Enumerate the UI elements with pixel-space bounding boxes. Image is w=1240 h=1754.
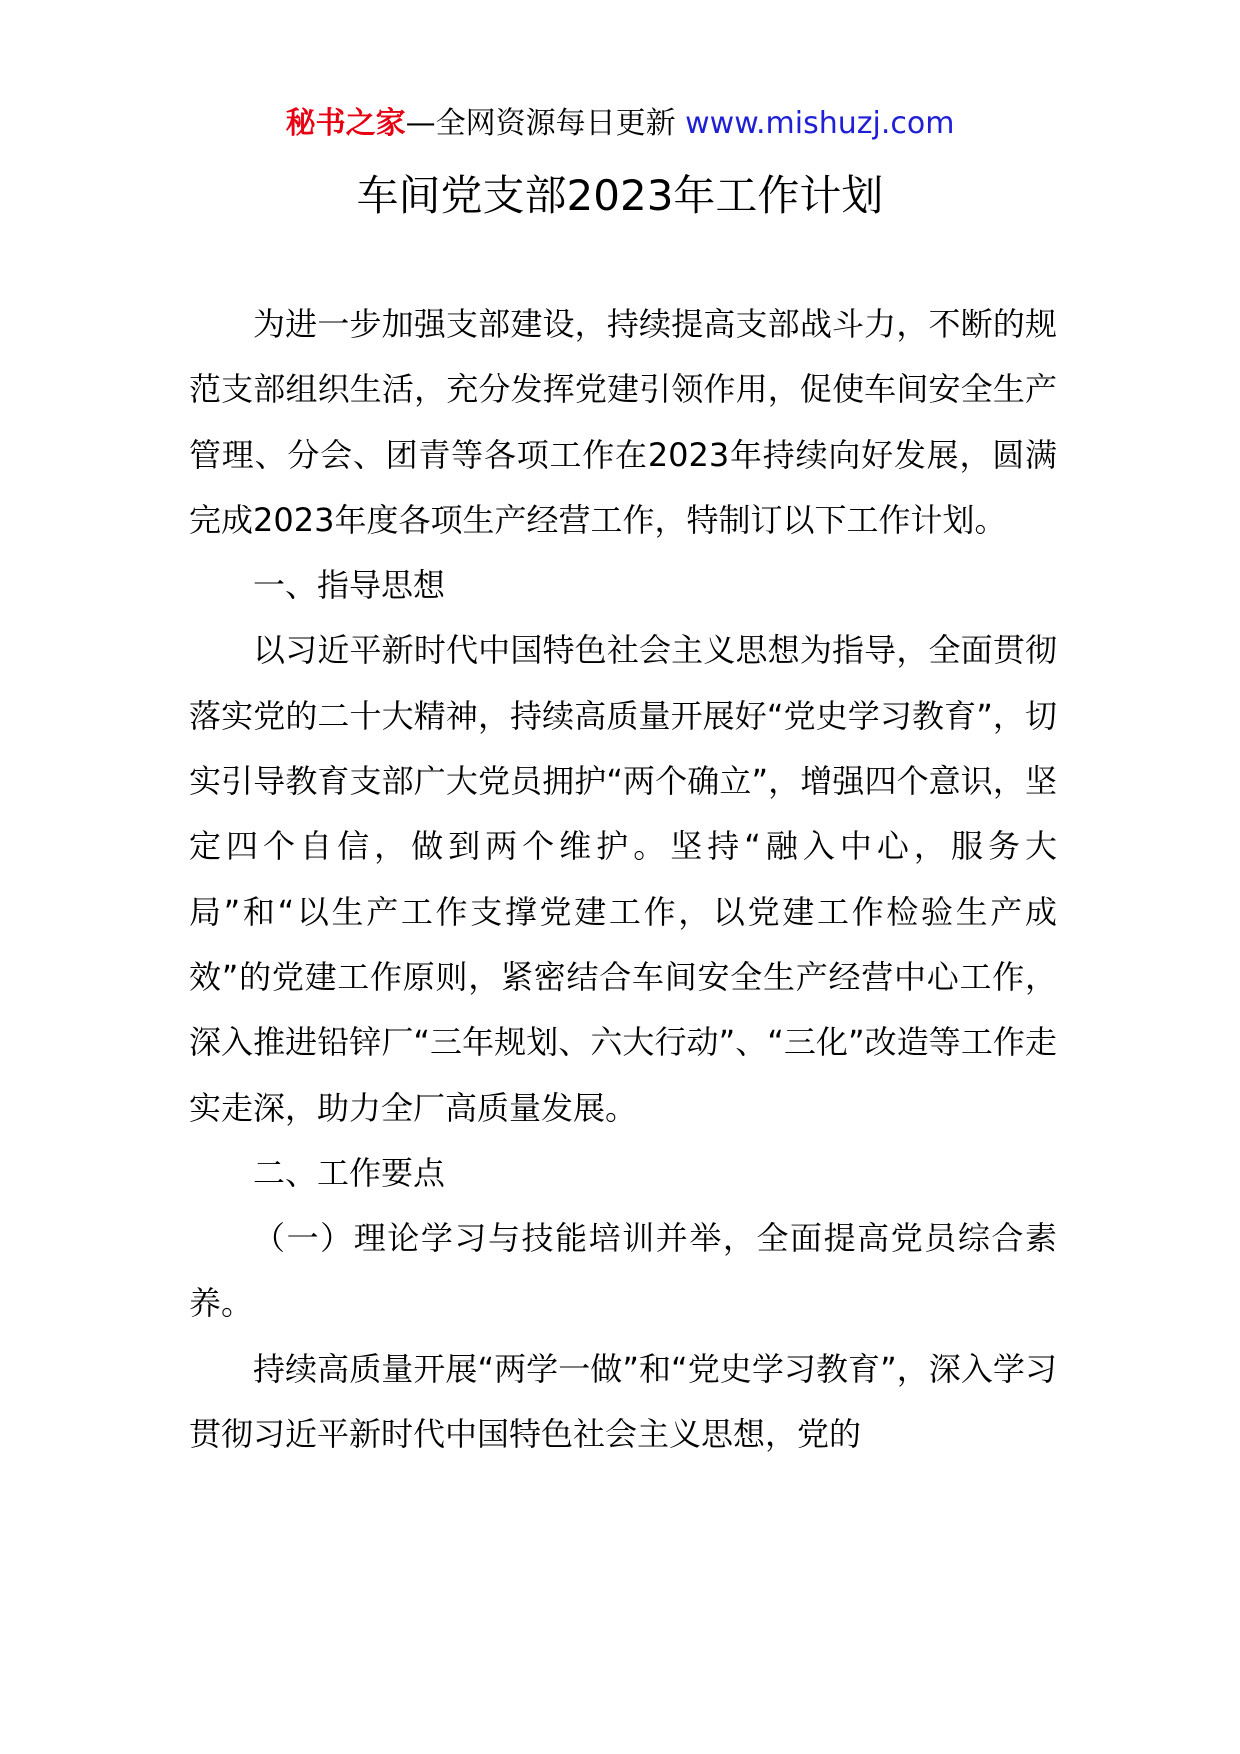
section-heading-work-points: 二、工作要点 [253,1153,446,1192]
header-tagline: —全网资源每日更新 [405,106,676,141]
document-body [189,292,1057,1467]
site-url-link[interactable]: www.mishuzj.com [685,106,955,141]
subsection-heading-theory-study: （一）理论学习与技能培训并举，全面提高党员综合素养。 [189,1219,1057,1323]
brand-name: 秘书之家 [285,106,406,141]
theory-study-paragraph: 持续高质量开展“两学一做”和“党史学习教育”，深入学习贯彻习近平新时代中国特色社会主义思想，党的 [189,1349,1057,1454]
site-header [0,102,1240,146]
section-heading-guiding-ideology: 一、指导思想 [253,566,446,605]
guiding-ideology-paragraph: 以习近平新时代中国特色社会主义思想为指导，全面贯彻落实党的二十大精神，持续高质量开展好“党史学习教育”，切实引导教育支部广大党员拥护“两个确立”，增强四个意识，坚定四个自信，做到两个维护。坚持“融入中心，服务大局”和“以生产工作支撑党建工作，以党建工作检验生产成效”的党建工作原则，紧密结合车间安全生产经营中心工作，深入推进铅锌厂“三年规划、六大行动”、“三化”改造等工作走实走深，助力全厂高质量发展。 [189,631,1057,1127]
intro-paragraph: 为进一步加强支部建设，持续提高支部战斗力，不断的规范支部组织生活，充分发挥党建引领作用，促使车间安全生产管理、分会、团青等各项工作在2023年持续向好发展，圆满完成2023年度各项生产经营工作，特制订以下工作计划。 [189,305,1057,539]
document-title: 车间党支部2023年工作计划 [356,171,884,220]
